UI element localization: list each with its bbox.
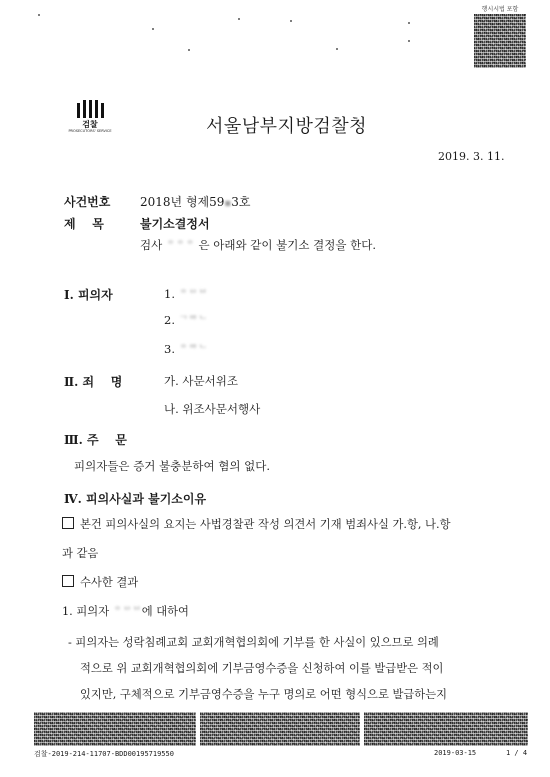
footer-doc-id: 검찰-2019-214-11707-BDD00195719550 xyxy=(34,750,174,758)
suspect-number: 2. xyxy=(164,313,175,327)
checkbox-icon xyxy=(62,517,74,529)
title-value: 불기소결정서 xyxy=(140,217,210,231)
footer-page-number: 1 / 4 xyxy=(506,749,528,757)
bottom-barcode-left xyxy=(34,712,196,746)
suspect-item xyxy=(164,286,208,301)
subheading-prefix: 1. 피의자 xyxy=(62,605,110,618)
suspect-number: 3. xyxy=(164,342,175,356)
intro-prefix: 검사 xyxy=(140,238,163,252)
logo-caption: 검찰 xyxy=(82,120,98,129)
facts-text: 본건 피의사실의 요지는 사법경찰관 작성 의견서 기재 범죄사실 가.항, 나.항 xyxy=(80,518,451,531)
facts-paragraph-1-cont: 과 같음 xyxy=(62,547,99,560)
suspect-number: 1. xyxy=(164,287,175,301)
office-name: 서울남부지방검찰청 xyxy=(206,116,367,137)
section-facts-label: Ⅳ. 피의사실과 불기소이유 xyxy=(64,492,207,506)
scan-speck xyxy=(408,22,410,24)
section-charge-label: Ⅱ. 죄 명 xyxy=(64,375,123,389)
redacted-prosecutor-name: ᄋᄋᄋ xyxy=(165,241,195,252)
suspect-item xyxy=(164,341,208,356)
subheading-suffix: 에 대하여 xyxy=(141,605,189,618)
section-suspect-label: Ⅰ. 피의자 xyxy=(64,288,113,302)
suspect-item xyxy=(164,312,208,327)
case-number-suffix: 3호 xyxy=(231,195,251,209)
facts-body-line: - 피의자는 성락침례교회 교회개혁협의회에 기부를 한 사실이 있으므로 의례 xyxy=(68,636,439,649)
facts-body-line: 적으로 위 교회개혁협의회에 기부금영수증을 신청하여 이를 발급받은 적이 xyxy=(80,662,444,675)
prosecution-emblem-icon xyxy=(76,100,104,118)
stamp-label: 행시시법 포함 xyxy=(481,6,519,13)
case-number-value xyxy=(140,193,250,210)
scan-speck xyxy=(38,14,40,16)
bottom-barcode-center xyxy=(200,712,360,746)
scan-speck xyxy=(290,20,292,22)
facts-text: 수사한 결과 xyxy=(80,576,139,589)
checkbox-icon xyxy=(62,575,74,587)
logo-subcaption: PROSECUTORS' SERVICE xyxy=(68,129,112,133)
order-text: 피의자들은 증거 불충분하여 혐의 없다. xyxy=(74,459,271,473)
case-number-main: 2018년 형제59 xyxy=(140,195,225,209)
section-order-label: Ⅲ. 주 문 xyxy=(64,433,127,447)
facts-paragraph-1 xyxy=(62,516,450,532)
scan-speck xyxy=(238,18,240,20)
redacted-suspect-name: ᄋᄆᄇ xyxy=(112,607,142,618)
scan-speck xyxy=(408,40,410,42)
charge-item: 가. 사문서위조 xyxy=(164,374,238,388)
redacted-suspect-name: ᄋᄋᄒᄂ xyxy=(178,345,208,356)
redacted-suspect-name: ᄀᄋᄒᄂ xyxy=(178,316,208,327)
scan-speck xyxy=(336,48,338,50)
facts-body-line: 있지만, 구체적으로 기부금영수증을 누구 명의로 어떤 형식으로 발급하는지 xyxy=(80,688,448,701)
intro-line xyxy=(140,237,376,253)
title-label: 제 목 xyxy=(64,217,104,231)
redacted-suspect-name: ᄋᄆᄇ xyxy=(178,290,208,301)
facts-subheading xyxy=(62,603,189,619)
facts-paragraph-2 xyxy=(62,574,138,590)
prosecution-logo xyxy=(68,100,112,136)
scan-speck xyxy=(152,28,154,30)
security-stamp xyxy=(472,4,528,70)
intro-suffix: 은 아래와 같이 불기소 결정을 한다. xyxy=(198,238,376,252)
charge-item: 나. 위조사문서행사 xyxy=(164,402,261,416)
redaction-mark: ▪ xyxy=(224,198,232,209)
document-date: 2019. 3. 11. xyxy=(438,150,505,163)
scan-speck xyxy=(188,49,190,51)
case-number-label: 사건번호 xyxy=(64,195,111,209)
bottom-barcode-right xyxy=(364,712,528,746)
footer-print-date: 2019-03-15 xyxy=(434,749,477,757)
stamp-qr-pattern xyxy=(474,14,526,68)
